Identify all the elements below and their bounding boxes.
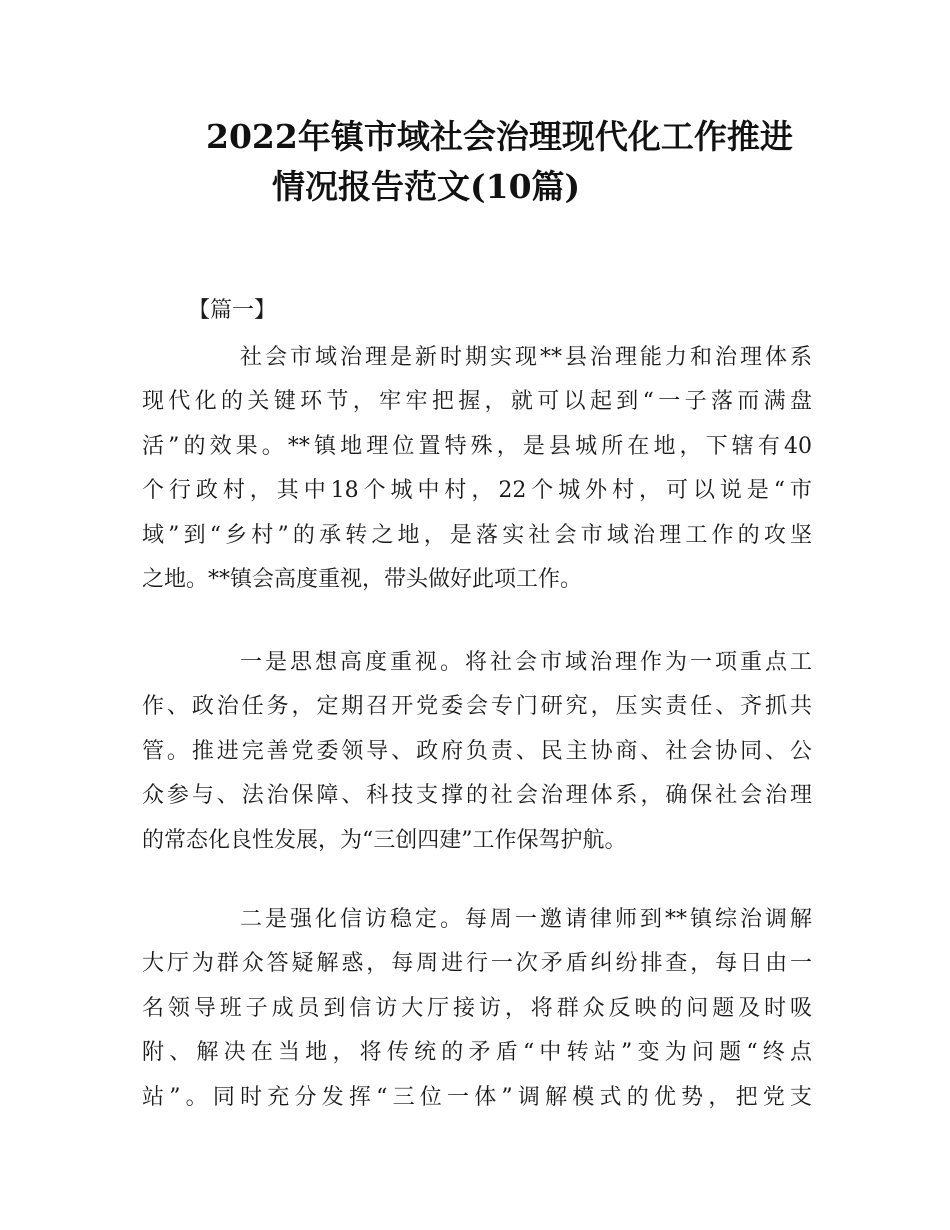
title-line-1: 2022年镇市域社会治理现代化工作推进 (206, 117, 793, 156)
text-line: 之地。**镇会高度重视，带头做好此项工作。 (142, 566, 583, 592)
text-line: 大厅为群众答疑解惑，每周进行一次矛盾纠纷排查，每日由一 (142, 951, 812, 977)
text-line: 社会市域治理是新时期实现**县治理能力和治理体系 (240, 345, 812, 370)
paragraph-intro (142, 336, 812, 602)
text-line: 众参与、法治保障、科技支撑的社会治理体系，确保社会治理 (142, 783, 812, 809)
text-line: 个行政村，其中18个城中村，22个城外村，可以说是“市 (142, 478, 812, 504)
text-line: 二是强化信访稳定。每周一邀请律师到**镇综治调解 (240, 907, 812, 932)
text-line: 一是思想高度重视。将社会市域治理作为一项重点工 (240, 650, 812, 675)
document-title (140, 112, 840, 212)
text-line: 的常态化良性发展，为“三创四建”工作保驾护航。 (142, 827, 627, 853)
text-line: 活”的效果。**镇地理位置特殊，是县城所在地，下辖有40 (142, 433, 812, 459)
section-label: 【篇一】 (188, 298, 277, 323)
text-line: 域”到“乡村”的承转之地，是落实社会市域治理工作的攻坚 (142, 522, 812, 548)
text-line: 现代化的关键环节，牢牢把握，就可以起到“一子落而满盘 (142, 389, 812, 415)
text-line: 站”。同时充分发挥“三位一体”调解模式的优势，把党支 (142, 1084, 812, 1110)
title-line-2: 情况报告范文(10篇) (272, 167, 581, 206)
text-line: 附、解决在当地，将传统的矛盾“中转站”变为问题“终点 (142, 1040, 812, 1066)
text-line: 作、政治任务，定期召开党委会专门研究，压实责任、齐抓共 (142, 694, 812, 720)
text-line: 名领导班子成员到信访大厅接访，将群众反映的问题及时吸 (142, 995, 812, 1021)
paragraph-point-2 (142, 898, 812, 1120)
paragraph-point-1 (142, 641, 812, 863)
text-line: 管。推进完善党委领导、政府负责、民主协商、社会协同、公 (142, 738, 812, 764)
